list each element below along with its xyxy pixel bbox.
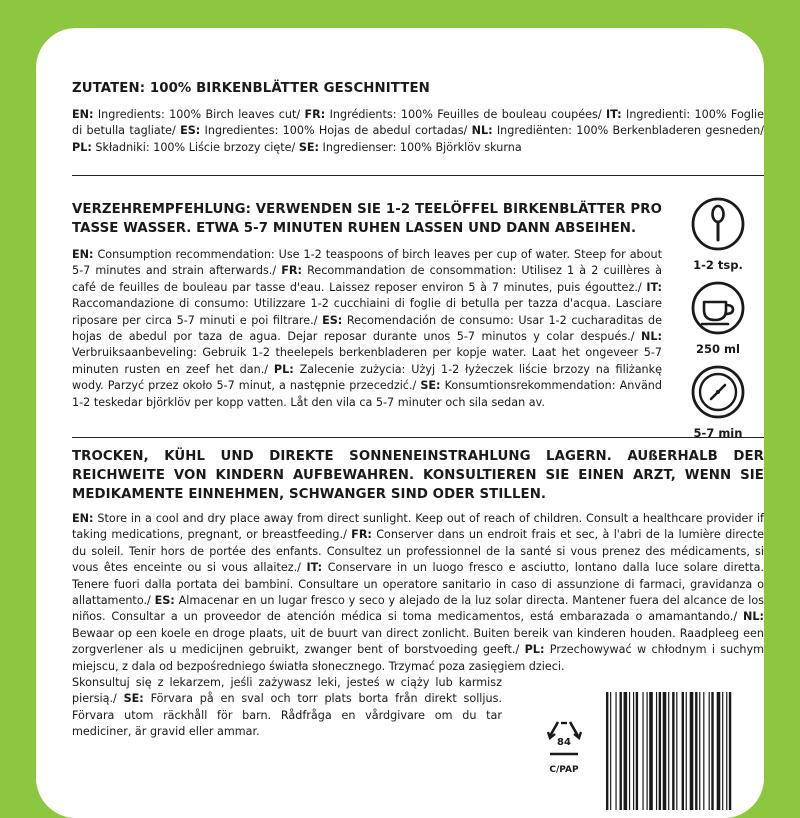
language-code: EN: xyxy=(72,248,94,261)
language-text: Conservare in un luogo fresco e asciutto, lontano dalla luce solare diretta. Tenere fuori dalla portata dei bambini. Consultare un operatore sanitario in caso di assunzione di farmaci, gravidanza o allattamento./ xyxy=(72,561,764,608)
language-code: IT: xyxy=(606,108,622,121)
language-code: NL: xyxy=(743,610,764,624)
barcode-bar xyxy=(682,692,684,810)
dosage-item xyxy=(678,364,758,440)
recycling-number: 84 xyxy=(557,737,571,748)
barcode-bar xyxy=(610,692,611,810)
recycling-icon xyxy=(540,716,588,760)
language-code: PL: xyxy=(72,140,92,154)
recycling-code: C/PAP xyxy=(549,765,579,775)
language-code: PL: xyxy=(524,643,545,657)
ingredients-section xyxy=(72,79,764,156)
barcode-bar xyxy=(668,692,669,810)
language-text: Konsumtionsrekommendation: Använd 1-2 teskedar björklöv per kopp vatten. Låt den vila ca 5-7 minuter och sila sedan av. xyxy=(72,379,662,409)
barcode-bar xyxy=(629,692,630,810)
barcode-bar xyxy=(663,692,667,810)
language-code: EN: xyxy=(72,512,94,525)
clock-caption: 5-7 min xyxy=(693,426,743,440)
consumption-heading: VERZEHREMPFEHLUNG: VERWENDEN SIE 1-2 TEELÖFFEL BIRKENBLÄTTER PRO TASSE WASSER. ETWA 5-7 MINUTEN RUHEN LASSEN UND DANN ABSEIHEN. xyxy=(72,202,662,236)
barcode-bar xyxy=(722,692,723,810)
language-text: Ingrédients: 100% Feuilles de bouleau coupées/ xyxy=(325,108,606,121)
barcode-bar xyxy=(672,692,674,810)
barcode-bar xyxy=(676,692,677,810)
consumption-section xyxy=(72,200,662,411)
cup-icon xyxy=(690,280,746,336)
language-code: IT: xyxy=(646,280,662,294)
storage-text xyxy=(72,511,764,675)
divider xyxy=(72,175,764,176)
barcode-bar xyxy=(695,692,697,810)
language-text: Verbruiksaanbeveling: Gebruik 1-2 theelepels berkenbladeren per kopje water. Laat het ongeveer 5-7 minuten rusten en zeef het dan./ xyxy=(72,346,662,376)
language-code: SE: xyxy=(420,379,441,393)
language-text: Ingredientes: 100% Hojas de abedul cortadas/ xyxy=(200,124,472,138)
language-code: IT: xyxy=(306,561,323,575)
teaspoon-icon xyxy=(690,196,746,252)
language-text: Conserver dans un endroit frais et sec, à l'abri de la lumière directe du soleil. Tenir hors de portée des enfants. Consultez un professionnel de la santé si vous prenez des médicaments, si vous êtes enceinte ou si vous allaitez./ xyxy=(72,528,764,575)
language-text: Recomendación de consumo: Usar 1-2 cucharaditas de hojas de abedul por taza de agua. Dejar reposar durante unos 5-7 minutos y colar después./ xyxy=(72,313,662,344)
language-text: Recommandation de consommation: Utilisez 1 à 2 cuillères à café de feuilles de bouleau par tasse d'eau. Laissez reposer environ 5 à 7 minutes, puis égouttez./ xyxy=(72,264,662,294)
barcode-bar xyxy=(709,692,710,810)
language-text: Skonsultuj się z lekarzem, jeśli zażywasz leki, jesteś w ciąży lub karmisz piersią./ xyxy=(72,676,502,706)
barcode-bar xyxy=(606,692,608,810)
ingredients-text xyxy=(72,107,764,156)
language-code: ES: xyxy=(154,594,175,608)
barcode-bar xyxy=(656,692,657,810)
language-text: Förvara på en sval och torr plats borta från direkt solljus. Förvara utom räckhåll för barn. Rådfråga en vårdgivare om du tar mediciner, är gravid eller ammar. xyxy=(72,692,502,739)
dosage-item xyxy=(678,280,758,356)
barcode-bar xyxy=(711,692,713,810)
language-text: Składniki: 100% Liście brzozy cięte/ xyxy=(91,140,299,154)
language-code: FR: xyxy=(304,108,326,121)
language-code: FR: xyxy=(351,528,372,542)
teaspoon-caption: 1-2 tsp. xyxy=(693,258,743,272)
barcode-bar xyxy=(726,692,727,810)
language-code: SE: xyxy=(123,692,144,706)
barcode-bar xyxy=(686,692,687,810)
language-code: FR: xyxy=(281,264,302,278)
barcode-bar xyxy=(620,692,622,810)
barcode-bar xyxy=(690,692,694,810)
barcode-bar xyxy=(642,692,643,810)
language-code: PL: xyxy=(273,362,294,376)
barcode-bar xyxy=(633,692,634,810)
language-code: NL: xyxy=(641,330,662,344)
barcode-bar xyxy=(699,692,700,810)
cup-caption: 250 ml xyxy=(696,342,740,356)
barcode-bar xyxy=(729,692,731,810)
divider xyxy=(72,437,764,438)
language-text: Ingrediënten: 100% Berkenbladeren gesneden/ xyxy=(492,124,764,138)
language-code: EN: xyxy=(72,108,94,121)
language-text: Raccomandazione di consumo: Utilizzare 1-2 cucchiaini di foglie di betulla per tazza d'acqua. Lasciare riposare per circa 5-7 minuti e poi filtrare./ xyxy=(72,297,662,327)
language-code: NL: xyxy=(471,124,493,138)
ingredients-heading: ZUTATEN: 100% BIRKENBLÄTTER GESCHNITTEN xyxy=(72,81,430,96)
barcode-bar xyxy=(717,692,721,810)
language-text: Bewaar op een koele en droge plaats, uit de buurt van direct zonlicht. Buiten bereik van kinderen houden. Raadpleeg een zorgverlener als u medicijnen gebruikt, zwanger bent of borstvoeding geeft./ xyxy=(72,626,764,657)
language-text: Store in a cool and dry place away from direct sunlight. Keep out of reach of children. Consult a healthcare provider if taking medications, pregnant, or breastfeeding./ xyxy=(72,512,764,542)
barcode-bar xyxy=(703,692,704,810)
storage-heading: TROCKEN, KÜHL UND DIREKTE SONNENEINSTRAHLUNG LAGERN. AUßERHALB DER REICHWEITE VON KINDERN AUFBEWAHREN. KONSULTIEREN SIE EINEN ARZT, WENN SIE MEDIKAMENTE EINNEHMEN, SCHWANGER SIND ODER STILLEN. xyxy=(72,449,764,502)
language-code: ES: xyxy=(322,313,343,327)
product-label xyxy=(36,28,764,818)
language-code: SE: xyxy=(298,140,319,154)
language-text: Almacenar en un lugar fresco y seco y alejado de la luz solar directa. Mantener fuera del alcance de los niños. Consultar a un proveedor de atención médica si toma medicamentos, está embarazada o amamantando./ xyxy=(72,594,764,624)
language-text: Consumption recommendation: Use 1-2 teaspoons of birch leaves per cup of water. Steep for about 5-7 minutes and strain afterwards./ xyxy=(72,248,662,278)
clock-icon xyxy=(690,364,746,420)
barcode-bar xyxy=(636,692,638,810)
barcode-bar xyxy=(647,692,648,810)
language-text: Przechowywać w chłodnym i suchym miejscu, z dala od bezpośredniego światła słonecznego. Trzymać poza zasięgiem dzieci. xyxy=(72,643,764,673)
dosage-icons xyxy=(678,196,758,440)
barcode-bar xyxy=(649,692,653,810)
barcode-bar xyxy=(615,692,616,810)
language-text: Zalecenie zużycia: Użyj 1-2 łyżeczek liście brzozy na filiżankę wody. Parzyć przez około 5-7 minut, a następnie przecedzić./ xyxy=(72,362,663,393)
language-code: ES: xyxy=(180,124,201,138)
consumption-text xyxy=(72,247,662,411)
language-text: Ingredients: 100% Birch leaves cut/ xyxy=(93,108,305,121)
language-text: Ingredienti: 100% Foglie di betulla tagliate/ xyxy=(72,108,764,138)
recycling-symbol xyxy=(536,716,592,775)
storage-text-continued xyxy=(72,675,502,741)
language-text: Ingredienser: 100% Björklöv skurna xyxy=(319,140,522,154)
barcode-bar xyxy=(624,692,628,810)
barcode xyxy=(606,692,764,810)
barcode-bar xyxy=(659,692,661,810)
dosage-item xyxy=(678,196,758,272)
